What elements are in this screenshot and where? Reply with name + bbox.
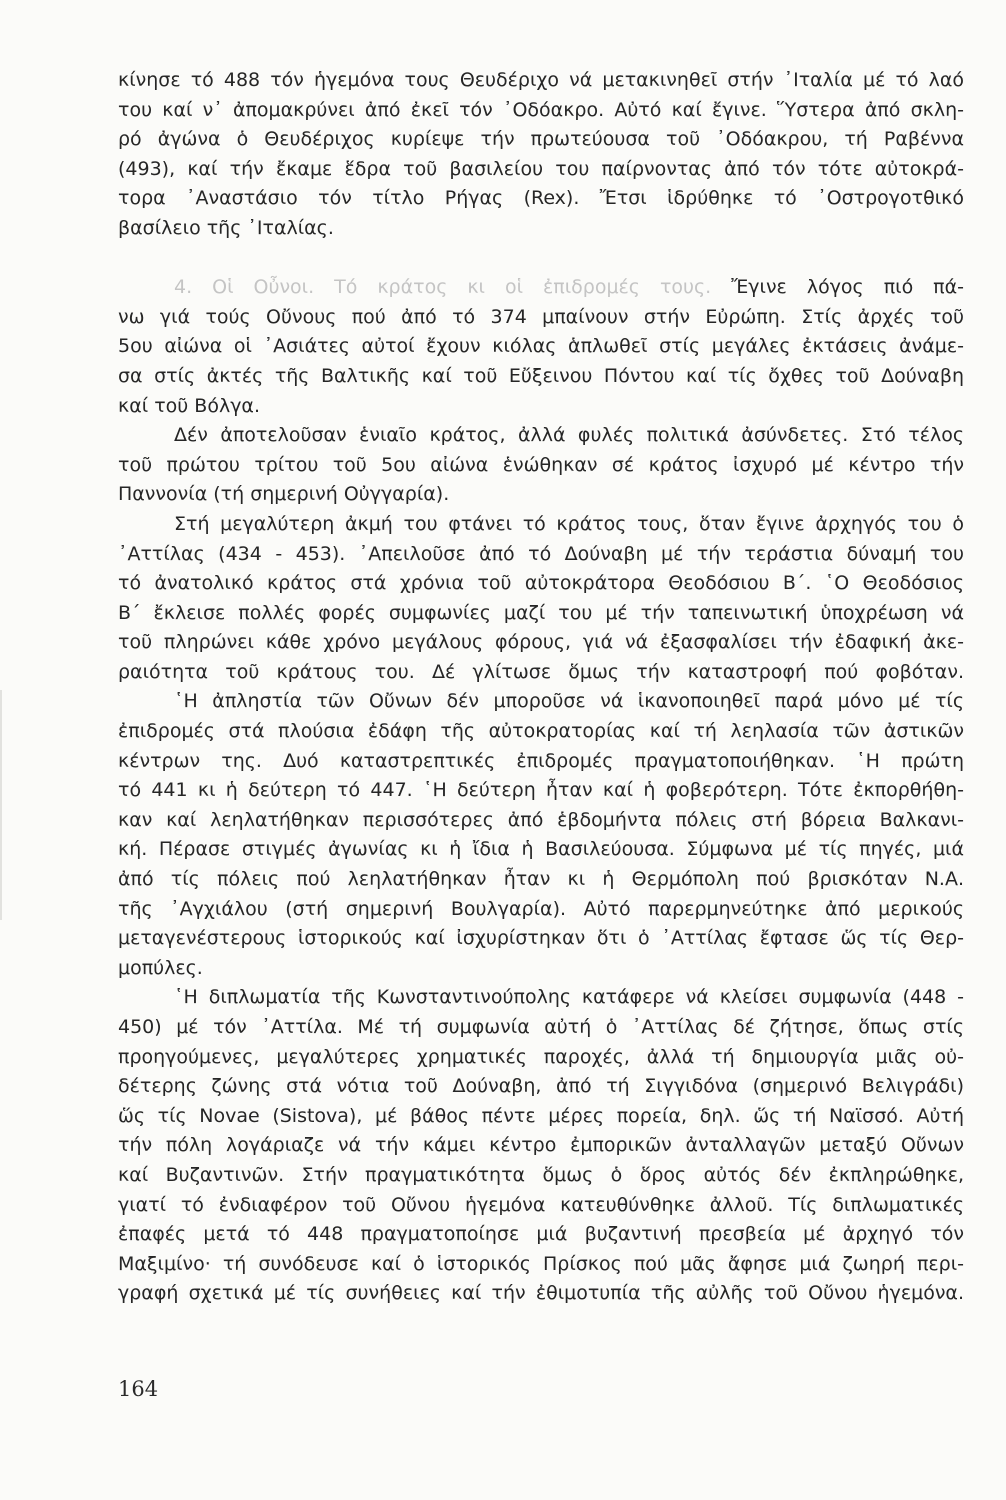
text-line: ἀπό τίς πόλεις πού λεηλατήθηκαν ἦταν κι ἡ Θερμόπολη πού βρισκόταν Ν.Α. <box>118 868 964 891</box>
page-body-text <box>118 66 964 1309</box>
text-line: Δέν ἀποτελοῦσαν ἑνιαῖο κράτος, ἀλλά φυλές πολιτικά ἀσύνδετες. Στό τέλος <box>174 424 964 447</box>
text-line: βασίλειο τῆς ᾿Ιταλίας. <box>118 216 334 239</box>
section-heading: 4. Οἱ Οὖνοι. Τό κράτος κι οἱ ἐπιδρομές τους. <box>174 276 712 299</box>
text-line: ἐπαφές μετά τό 448 πραγματοποίησε μιά βυζαντινή πρεσβεία μέ ἀρχηγό τόν <box>118 1223 964 1246</box>
text-line: ῾Η διπλωματία τῆς Κωνσταντινούπολης κατάφερε νά κλείσει συμφωνία (448 - <box>174 986 964 1009</box>
text-line: ὥς τίς Novae (Sistova), μέ βάθος πέντε μέρες πορεία, δηλ. ὥς τή Ναϊσσό. Αὐτή <box>118 1104 964 1127</box>
text-line: ἐπιδρομές στά πλούσια ἐδάφη τῆς αὐτοκρατορίας καί τή λεηλασία τῶν ἀστικῶν <box>118 720 964 743</box>
text-line: μεταγενέστερους ἱστορικούς καί ἰσχυρίστηκαν ὅτι ὁ ᾿Αττίλας ἔφτασε ὥς τίς Θερ- <box>118 927 964 950</box>
text-line: γραφή σχετικά μέ τίς συνήθειες καί τήν ἐθιμοτυπία τῆς αὐλῆς τοῦ Οὔνου ἡγεμόνα. <box>118 1282 964 1305</box>
text-line: ρό ἀγώνα ὁ Θευδέριχος κυρίεψε τήν πρωτεύουσα τοῦ ᾿Οδόακρου, τή Ραβέννα <box>118 128 964 151</box>
text-line: τῆς ᾿Αγχιάλου (στή σημερινή Βουλγαρία). Αὐτό παρερμηνεύτηκε ἀπό μερικούς <box>118 897 964 920</box>
text-line: τοῦ πρώτου τρίτου τοῦ 5ου αἰώνα ἑνώθηκαν σέ κράτος ἰσχυρό μέ κέντρο τήν <box>118 453 964 476</box>
text-line: κή. Πέρασε στιγμές ἀγωνίας κι ἡ ἴδια ἡ Βασιλεύουσα. Σύμφωνα μέ τίς πηγές, μιά <box>118 838 964 861</box>
text-line: τό 441 κι ἡ δεύτερη τό 447. ῾Η δεύτερη ἦταν καί ἡ φοβερότερη. Τότε ἐκπορθήθη- <box>118 779 964 802</box>
text-line: τό ἀνατολικό κράτος στά χρόνια τοῦ αὐτοκράτορα Θεοδόσιου Β΄. ῾Ο Θεοδόσιος <box>118 572 964 595</box>
text-line: τοῦ πληρώνει κάθε χρόνο μεγάλους φόρους, γιά νά ἐξασφαλίσει τήν ἐδαφική ἀκε- <box>118 631 964 654</box>
section-heading-line <box>118 273 964 303</box>
text-line: κέντρων της. Δυό καταστρεπτικές ἐπιδρομές πραγματοποιήθηκαν. ῾Η πρώτη <box>118 749 964 772</box>
text-line: καν καί λεηλατήθηκαν περισσότερες ἀπό ἑβδομήντα πόλεις στή βόρεια Βαλκανι- <box>118 808 964 831</box>
text-line: 450) μέ τόν ᾿Αττίλα. Μέ τή συμφωνία αὐτή ὁ ᾿Αττίλας δέ ζήτησε, ὅπως στίς <box>118 1016 964 1038</box>
text-line: νω γιά τούς Οὔνους πού ἀπό τό 374 μπαίνουν στήν Εὐρώπη. Στίς ἀρχές τοῦ <box>118 305 964 328</box>
text-line: προηγούμενες, μεγαλύτερες χρηματικές παροχές, ἀλλά τή δημιουργία μιᾶς οὐ- <box>118 1045 964 1068</box>
text-line: Μαξιμίνο· τή συνόδευσε καί ὁ ἱστορικός Πρίσκος πού μᾶς ἄφησε μιά ζωηρή περι- <box>118 1252 964 1275</box>
text-line: Παννονία (τή σημερινή Οὐγγαρία). <box>118 483 450 506</box>
paragraph-gap <box>118 244 964 274</box>
text-line: ραιότητα τοῦ κράτους του. Δέ γλίτωσε ὅμως τήν καταστροφή πού φοβόταν. <box>118 660 964 683</box>
text-line: 5ου αἰώνα οἱ ᾿Ασιάτες αὐτοί ἔχουν κιόλας ἁπλωθεῖ στίς μεγάλες ἐκτάσεις ἀνάμε- <box>118 335 964 358</box>
text-line: ῾Η ἀπληστία τῶν Οὔνων δέν μποροῦσε νά ἱκανοποιηθεῖ παρά μόνο μέ τίς <box>174 690 964 713</box>
text-line: ᾿Αττίλας (434 - 453). ᾿Απειλοῦσε ἀπό τό Δούναβη μέ τήν τεράστια δύναμή του <box>118 542 964 565</box>
text-line: τήν πόλη λογάριαζε νά τήν κάμει κέντρο ἐμπορικῶν ἀνταλλαγῶν μεταξύ Οὔνων <box>118 1134 964 1157</box>
text-run: Ἔγινε λόγος πιό πά- <box>731 276 964 299</box>
text-line: Στή μεγαλύτερη ἀκμή του φτάνει τό κράτος τους, ὅταν ἔγινε ἀρχηγός του ὁ <box>174 512 964 535</box>
page-edge-mark <box>0 690 2 920</box>
text-line: του καί ν᾿ ἀπομακρύνει ἀπό ἐκεῖ τόν ᾿Οδόακρο. Αὐτό καί ἔγινε. Ὕστερα ἀπό σκλη- <box>118 98 964 121</box>
text-line: σα στίς ἀκτές τῆς Βαλτικῆς καί τοῦ Εὔξεινου Πόντου καί τίς ὄχθες τοῦ Δούναβη <box>118 364 964 387</box>
text-line: καί Βυζαντινῶν. Στήν πραγματικότητα ὅμως ὁ ὅρος αὐτός δέν ἐκπληρώθηκε, <box>118 1163 964 1186</box>
text-line: δέτερης ζώνης στά νότια τοῦ Δούναβη, ἀπό τή Σιγγιδόνα (σημερινό Βελιγράδι) <box>118 1075 964 1098</box>
text-line: καί τοῦ Βόλγα. <box>118 394 260 417</box>
text-line: μοπύλες. <box>118 956 203 979</box>
text-line: τορα ᾿Αναστάσιο τόν τίτλο Ρήγας (Rex). Ἔτσι ἱδρύθηκε τό ᾿Οστρογοτθικό <box>118 187 964 210</box>
text-line: Β΄ ἔκλεισε πολλές φορές συμφωνίες μαζί του μέ τήν ταπεινωτική ὑποχρέωση νά <box>118 601 964 624</box>
text-line: (493), καί τήν ἔκαμε ἕδρα τοῦ βασιλείου του παίρνοντας ἀπό τόν τότε αὐτοκρά- <box>118 157 964 180</box>
text-line: γιατί τό ἐνδιαφέρον τοῦ Οὔνου ἡγεμόνα κατευθύνθηκε ἀλλοῦ. Τίς διπλωματικές <box>118 1193 964 1216</box>
text-line: κίνησε τό 488 τόν ἡγεμόνα τους Θευδέριχο νά μετακινηθεῖ στήν ᾿Ιταλία μέ τό λαό <box>118 69 964 91</box>
page-number: 164 <box>118 1377 159 1401</box>
